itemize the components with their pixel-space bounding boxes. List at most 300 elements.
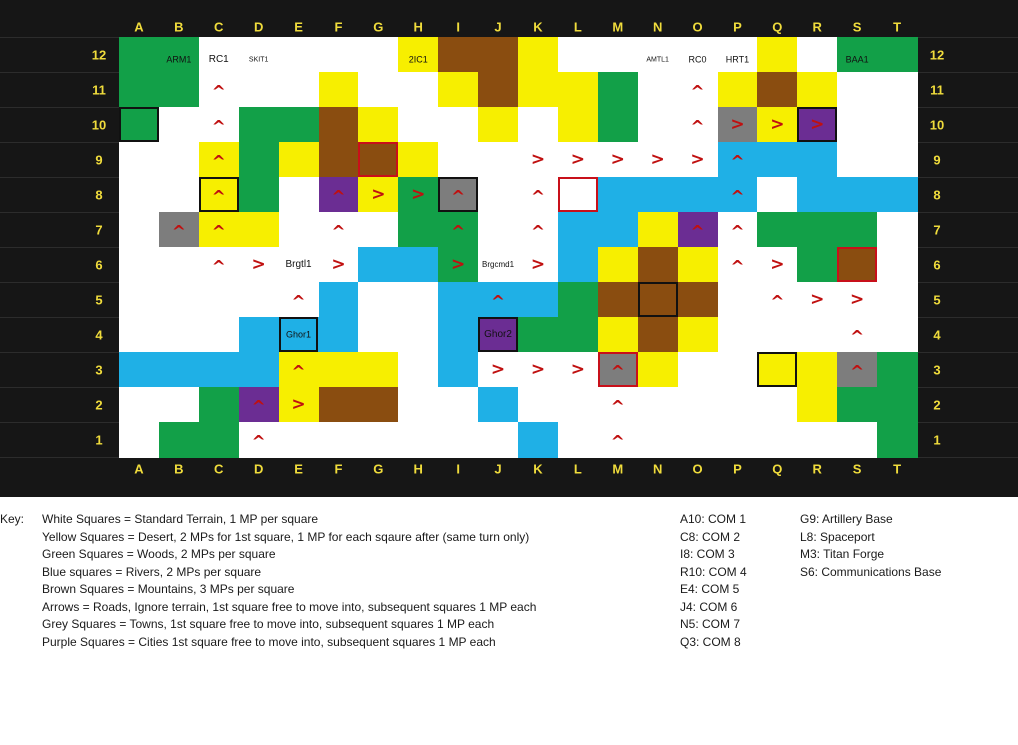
row-label: 9 (933, 152, 941, 167)
map-square-C5[interactable] (199, 282, 240, 318)
map-square-M8[interactable] (598, 177, 639, 213)
map-square-G7[interactable] (358, 212, 399, 248)
column-label: H (413, 461, 423, 477)
map-square-L5[interactable] (558, 282, 599, 318)
map-square-I5[interactable] (438, 282, 479, 318)
column-label: P (733, 19, 742, 35)
map-square-N1[interactable] (638, 422, 679, 458)
map-square-K2[interactable] (518, 387, 559, 423)
unit-label-SKIT1[interactable]: SKIT1 (248, 56, 269, 64)
map-square-F4[interactable] (319, 317, 360, 353)
road-up-arrow-icon: ^ (291, 362, 306, 382)
map-square-I4[interactable] (438, 317, 479, 353)
map-square-B6[interactable] (159, 247, 200, 283)
map-square-N3[interactable] (638, 352, 679, 388)
road-up-arrow-icon: ^ (730, 257, 745, 277)
com-entry: J4: COM 6 (680, 599, 738, 614)
map-square-L12[interactable] (558, 37, 599, 73)
map-square-R2[interactable] (797, 387, 838, 423)
road-up-arrow-icon: ^ (251, 432, 266, 452)
unit-label-Ghor2[interactable]: Ghor2 (484, 328, 512, 340)
map-square-A2[interactable] (119, 387, 160, 423)
unit-label-2IC1[interactable]: 2IC1 (408, 54, 428, 65)
key-line-purple: Purple Squares = Cities 1st square free to move into, subsequent squares 1 MP each (42, 634, 496, 649)
column-label: C (214, 461, 224, 477)
map-square-B3[interactable] (159, 352, 200, 388)
map-square-A8[interactable] (119, 177, 160, 213)
map-square-H11[interactable] (398, 72, 439, 108)
map-square-C1[interactable] (199, 422, 240, 458)
map-square-O5[interactable] (678, 282, 719, 318)
column-label: R (812, 461, 822, 477)
road-right-arrow-icon: > (850, 289, 865, 309)
column-label: J (494, 461, 502, 477)
road-right-arrow-icon: > (570, 359, 585, 379)
map-square-R11[interactable] (797, 72, 838, 108)
map-square-O8[interactable] (678, 177, 719, 213)
map-square-S1[interactable] (837, 422, 878, 458)
column-label: C (214, 19, 224, 35)
map-square-H5[interactable] (398, 282, 439, 318)
road-right-arrow-icon: > (251, 254, 266, 274)
row-label: 11 (930, 82, 944, 97)
row-label: 5 (95, 292, 103, 307)
map-square-I2[interactable] (438, 387, 479, 423)
base-entry: G9: Artillery Base (800, 512, 893, 526)
row-label: 7 (933, 222, 941, 237)
map-square-I11[interactable] (438, 72, 479, 108)
column-label: O (692, 19, 703, 35)
map-square-D12[interactable] (239, 37, 280, 73)
road-right-arrow-icon: > (730, 114, 745, 134)
map-square-F5[interactable] (319, 282, 360, 318)
map-square-T3[interactable] (877, 352, 918, 388)
road-up-arrow-icon: ^ (610, 397, 625, 417)
road-right-arrow-icon: > (770, 114, 785, 134)
map-square-D11[interactable] (239, 72, 280, 108)
map-square-M4[interactable] (598, 317, 639, 353)
map-square-F2[interactable] (319, 387, 360, 423)
road-up-arrow-icon: ^ (291, 292, 306, 312)
row-label: 7 (95, 222, 103, 237)
map-square-P3[interactable] (718, 352, 759, 388)
map-square-B11[interactable] (159, 72, 200, 108)
map-square-P4[interactable] (718, 317, 759, 353)
map-square-N7[interactable] (638, 212, 679, 248)
map-square-A1[interactable] (119, 422, 160, 458)
map-square-S9[interactable] (837, 142, 878, 178)
map-square-K5[interactable] (518, 282, 559, 318)
road-up-arrow-icon: ^ (451, 187, 466, 207)
map-square-F10[interactable] (319, 107, 360, 143)
map-square-A4[interactable] (119, 317, 160, 353)
map-square-D8[interactable] (239, 177, 280, 213)
unit-label-Brgcmd1[interactable]: Brgcmd1 (482, 259, 515, 269)
column-label: F (334, 19, 343, 35)
map-square-G4[interactable] (358, 317, 399, 353)
key-line-green: Green Squares = Woods, 2 MPs per square (42, 547, 276, 561)
map-square-A7[interactable] (119, 212, 160, 248)
column-label: K (533, 19, 543, 35)
map-square-F9[interactable] (319, 142, 360, 178)
map-square-D7[interactable] (239, 212, 280, 248)
map-square-A6[interactable] (119, 247, 160, 283)
map-square-C3[interactable] (199, 352, 240, 388)
map-square-R7[interactable] (797, 212, 838, 248)
map-square-G10[interactable] (358, 107, 399, 143)
map-square-Q2[interactable] (757, 387, 798, 423)
map-square-H2[interactable] (398, 387, 439, 423)
map-square-S2[interactable] (837, 387, 878, 423)
column-label: N (652, 19, 663, 35)
map-square-E1[interactable] (279, 422, 320, 458)
column-label: S (852, 19, 862, 35)
map-square-I3[interactable] (438, 352, 479, 388)
map-square-L4[interactable] (558, 317, 599, 353)
map-square-N6[interactable] (638, 247, 679, 283)
map-square-E9[interactable] (279, 142, 320, 178)
map-square-H10[interactable] (398, 107, 439, 143)
map-square-L7[interactable] (558, 212, 599, 248)
map-square-P1[interactable] (718, 422, 759, 458)
objective-outline-L8 (558, 177, 598, 212)
column-label: Q (772, 19, 783, 35)
map-square-B5[interactable] (159, 282, 200, 318)
map-square-S8[interactable] (837, 177, 878, 213)
map-square-D5[interactable] (239, 282, 280, 318)
map-square-D9[interactable] (239, 142, 280, 178)
map-square-H4[interactable] (398, 317, 439, 353)
map-square-H9[interactable] (398, 142, 439, 178)
map-square-S7[interactable] (837, 212, 878, 248)
map-square-I1[interactable] (438, 422, 479, 458)
map-square-Q1[interactable] (757, 422, 798, 458)
map-square-I9[interactable] (438, 142, 479, 178)
road-up-arrow-icon: ^ (730, 187, 745, 207)
map-square-G6[interactable] (358, 247, 399, 283)
map-square-T8[interactable] (877, 177, 918, 213)
map-square-K10[interactable] (518, 107, 559, 143)
map-square-T6[interactable] (877, 247, 918, 283)
map-square-L11[interactable] (558, 72, 599, 108)
map-square-C2[interactable] (199, 387, 240, 423)
road-up-arrow-icon: ^ (451, 222, 466, 242)
road-up-arrow-icon: ^ (730, 222, 745, 242)
road-right-arrow-icon: > (451, 254, 466, 274)
map-square-R4[interactable] (797, 317, 838, 353)
map-square-J11[interactable] (478, 72, 519, 108)
road-up-arrow-icon: ^ (770, 292, 785, 312)
row-label: 12 (91, 47, 107, 62)
road-right-arrow-icon: > (810, 289, 825, 309)
map-square-B2[interactable] (159, 387, 200, 423)
map-square-K11[interactable] (518, 72, 559, 108)
map-square-F11[interactable] (319, 72, 360, 108)
map-square-L2[interactable] (558, 387, 599, 423)
column-label: A (134, 19, 144, 35)
unit-label-AMTL1[interactable]: AMTL1 (646, 56, 669, 64)
road-up-arrow-icon: ^ (690, 82, 705, 102)
map-square-J2[interactable] (478, 387, 519, 423)
map-square-A9[interactable] (119, 142, 160, 178)
map-square-D10[interactable] (239, 107, 280, 143)
key-line-grey: Grey Squares = Towns, 1st square free to move into, subsequent squares 1 MP each (42, 617, 495, 631)
map-square-H3[interactable] (398, 352, 439, 388)
row-label: 1 (95, 432, 103, 447)
key-title: Key: (0, 512, 25, 526)
map-square-B8[interactable] (159, 177, 200, 213)
base-entry: S6: Communications Base (800, 564, 942, 579)
map-square-N8[interactable] (638, 177, 679, 213)
row-label: 8 (95, 187, 103, 202)
map-square-M10[interactable] (598, 107, 639, 143)
map-square-N10[interactable] (638, 107, 679, 143)
map-square-S11[interactable] (837, 72, 878, 108)
road-right-arrow-icon: > (530, 359, 546, 379)
column-label: T (893, 461, 902, 477)
map-square-T10[interactable] (877, 107, 918, 143)
com-entry: C8: COM 2 (680, 529, 741, 544)
unit-label-RC1[interactable]: RC1 (208, 53, 229, 65)
road-right-arrow-icon: > (570, 149, 585, 169)
map-square-I10[interactable] (438, 107, 479, 143)
road-up-arrow-icon: ^ (530, 187, 546, 207)
road-up-arrow-icon: ^ (211, 117, 226, 137)
com-entry: N5: COM 7 (680, 617, 741, 631)
map-square-H1[interactable] (398, 422, 439, 458)
road-up-arrow-icon: ^ (331, 187, 346, 207)
map-square-G3[interactable] (358, 352, 399, 388)
map-square-C4[interactable] (199, 317, 240, 353)
unit-label-BAA1[interactable]: BAA1 (845, 54, 869, 65)
road-right-arrow-icon: > (291, 394, 306, 414)
map-square-O2[interactable] (678, 387, 719, 423)
map-square-Q4[interactable] (757, 317, 798, 353)
column-label: N (652, 461, 663, 477)
column-label: Q (772, 461, 783, 477)
map-square-G12[interactable] (358, 37, 399, 73)
road-up-arrow-icon: ^ (490, 292, 506, 312)
road-up-arrow-icon: ^ (850, 327, 865, 347)
road-up-arrow-icon: ^ (690, 117, 705, 137)
map-square-N4[interactable] (638, 317, 679, 353)
map-square-B9[interactable] (159, 142, 200, 178)
map-square-L10[interactable] (558, 107, 599, 143)
map-square-K4[interactable] (518, 317, 559, 353)
road-right-arrow-icon: > (331, 254, 346, 274)
column-label: J (494, 19, 502, 35)
map-square-J12[interactable] (478, 37, 519, 73)
objective-outline-G9 (358, 142, 398, 177)
map-square-H6[interactable] (398, 247, 439, 283)
unit-label-ARM1[interactable]: ARM1 (166, 54, 192, 65)
map-square-T4[interactable] (877, 317, 918, 353)
road-up-arrow-icon: ^ (211, 257, 226, 277)
map-square-O6[interactable] (678, 247, 719, 283)
map-square-J9[interactable] (478, 142, 519, 178)
map-square-F1[interactable] (319, 422, 360, 458)
map-square-L1[interactable] (558, 422, 599, 458)
map-square-N12[interactable] (638, 37, 679, 73)
road-right-arrow-icon: > (530, 254, 546, 274)
road-right-arrow-icon: > (810, 114, 825, 134)
column-label: S (852, 461, 862, 477)
map-square-R8[interactable] (797, 177, 838, 213)
column-label: F (334, 461, 343, 477)
map-square-D4[interactable] (239, 317, 280, 353)
map-square-P11[interactable] (718, 72, 759, 108)
map-square-E11[interactable] (279, 72, 320, 108)
road-right-arrow-icon: > (610, 149, 625, 169)
map-square-E10[interactable] (279, 107, 320, 143)
com-entry: A10: COM 1 (680, 512, 747, 526)
map-square-E7[interactable] (279, 212, 320, 248)
row-label: 6 (95, 257, 103, 272)
row-label: 1 (933, 432, 941, 447)
map-square-J1[interactable] (478, 422, 519, 458)
map-square-A11[interactable] (119, 72, 160, 108)
row-label: 3 (95, 362, 103, 377)
map-square-R1[interactable] (797, 422, 838, 458)
objective-outline-Q3 (757, 352, 797, 387)
map-square-N11[interactable] (638, 72, 679, 108)
com-entry: R10: COM 4 (680, 564, 747, 579)
road-right-arrow-icon: > (530, 149, 546, 169)
key-line-white: White Squares = Standard Terrain, 1 MP per square (42, 512, 319, 526)
column-label: A (134, 461, 144, 477)
road-up-arrow-icon: ^ (331, 222, 346, 242)
column-label: P (733, 461, 742, 477)
column-label: I (456, 19, 460, 35)
map-square-R3[interactable] (797, 352, 838, 388)
map-square-T7[interactable] (877, 212, 918, 248)
column-label: O (692, 461, 703, 477)
road-up-arrow-icon: ^ (251, 397, 266, 417)
map-square-J10[interactable] (478, 107, 519, 143)
map-square-G2[interactable] (358, 387, 399, 423)
road-up-arrow-icon: ^ (730, 152, 745, 172)
map-square-T5[interactable] (877, 282, 918, 318)
map-square-E12[interactable] (279, 37, 320, 73)
column-label: I (456, 461, 460, 477)
map-square-B10[interactable] (159, 107, 200, 143)
map-square-Q8[interactable] (757, 177, 798, 213)
road-right-arrow-icon: > (650, 149, 665, 169)
map-square-K12[interactable] (518, 37, 559, 73)
map-square-N2[interactable] (638, 387, 679, 423)
road-right-arrow-icon: > (371, 184, 386, 204)
column-label: L (573, 19, 582, 35)
base-entry: M3: Titan Forge (800, 547, 885, 561)
key-line-brown: Brown Squares = Mountains, 3 MPs per square (42, 582, 295, 596)
map-square-G5[interactable] (358, 282, 399, 318)
map-square-T9[interactable] (877, 142, 918, 178)
map-square-I12[interactable] (438, 37, 479, 73)
row-label: 3 (933, 362, 941, 377)
map-square-O4[interactable] (678, 317, 719, 353)
map-square-Q9[interactable] (757, 142, 798, 178)
map-square-R6[interactable] (797, 247, 838, 283)
column-label: E (294, 461, 303, 477)
column-label: R (812, 19, 822, 35)
map-square-J7[interactable] (478, 212, 519, 248)
row-label: 4 (95, 327, 103, 342)
key-line-arrows: Arrows = Roads, Ignore terrain, 1st square free to move into, subsequent squares 1 MP each (42, 599, 537, 614)
column-label: D (253, 461, 264, 477)
map-square-G11[interactable] (358, 72, 399, 108)
map-square-M6[interactable] (598, 247, 639, 283)
road-up-arrow-icon: ^ (850, 362, 865, 382)
map-square-H7[interactable] (398, 212, 439, 248)
row-label: 8 (933, 187, 941, 202)
map-square-P2[interactable] (718, 387, 759, 423)
row-label: 2 (95, 397, 103, 412)
map-square-E8[interactable] (279, 177, 320, 213)
row-label: 12 (929, 47, 945, 62)
game-board (119, 37, 917, 457)
column-label: G (373, 19, 384, 35)
map-square-J8[interactable] (478, 177, 519, 213)
map-square-M7[interactable] (598, 212, 639, 248)
com-entry: I8: COM 3 (680, 547, 735, 561)
road-up-arrow-icon: ^ (211, 82, 226, 102)
map-square-M5[interactable] (598, 282, 639, 318)
map-square-Q12[interactable] (757, 37, 798, 73)
column-label: T (893, 19, 902, 35)
road-up-arrow-icon: ^ (690, 222, 705, 242)
unit-label-HRT1[interactable]: HRT1 (725, 54, 750, 65)
map-square-K1[interactable] (518, 422, 559, 458)
map-square-F3[interactable] (319, 352, 360, 388)
map-square-Q7[interactable] (757, 212, 798, 248)
map-square-M12[interactable] (598, 37, 639, 73)
map-square-O1[interactable] (678, 422, 719, 458)
road-up-arrow-icon: ^ (610, 432, 625, 452)
map-square-A12[interactable] (119, 37, 160, 73)
map-square-B4[interactable] (159, 317, 200, 353)
key-line-yellow: Yellow Squares = Desert, 2 MPs for 1st square, 1 MP for each sqaure after (same turn only) (42, 529, 530, 544)
map-square-D3[interactable] (239, 352, 280, 388)
map-square-G1[interactable] (358, 422, 399, 458)
map-square-A3[interactable] (119, 352, 160, 388)
map-square-F12[interactable] (319, 37, 360, 73)
map-square-R9[interactable] (797, 142, 838, 178)
com-entry: E4: COM 5 (680, 582, 740, 596)
road-up-arrow-icon: ^ (171, 222, 186, 242)
road-right-arrow-icon: > (770, 254, 785, 274)
map-square-B1[interactable] (159, 422, 200, 458)
column-label: H (413, 19, 423, 35)
map-square-A5[interactable] (119, 282, 160, 318)
unit-label-RC0[interactable]: RC0 (688, 54, 707, 65)
objective-outline-S6 (837, 247, 877, 282)
map-square-L6[interactable] (558, 247, 599, 283)
map-square-P5[interactable] (718, 282, 759, 318)
map-square-O3[interactable] (678, 352, 719, 388)
map-square-R12[interactable] (797, 37, 838, 73)
objective-outline-N5 (638, 282, 678, 317)
unit-label-Brgtl1[interactable]: Brgtl1 (285, 258, 312, 270)
map-square-Q11[interactable] (757, 72, 798, 108)
map-square-T2[interactable] (877, 387, 918, 423)
map-square-T1[interactable] (877, 422, 918, 458)
map-square-M11[interactable] (598, 72, 639, 108)
map-square-S10[interactable] (837, 107, 878, 143)
map-square-T11[interactable] (877, 72, 918, 108)
map-square-T12[interactable] (877, 37, 918, 73)
com-entry: Q3: COM 8 (680, 634, 741, 649)
unit-label-Ghor1[interactable]: Ghor1 (286, 329, 312, 339)
